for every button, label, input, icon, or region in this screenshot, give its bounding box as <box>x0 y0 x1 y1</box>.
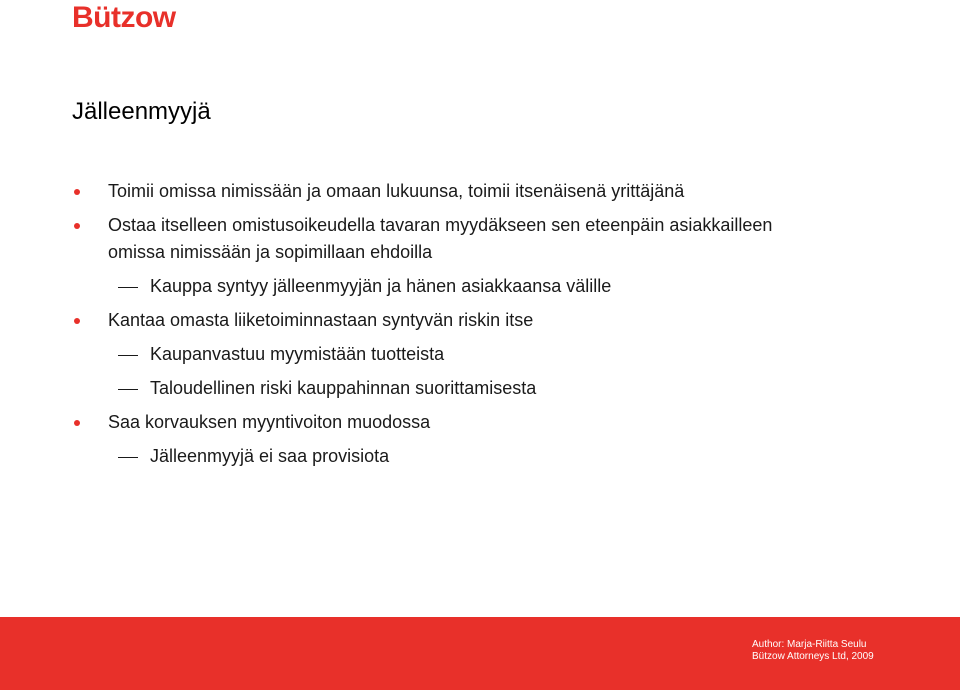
sub-bullet-item <box>72 341 872 368</box>
sub-bullet-text: Taloudellinen riski kauppahinnan suorittamisesta <box>150 378 537 398</box>
company-logo: Bützow <box>72 1 176 34</box>
sub-bullet-item <box>72 375 872 402</box>
bullet-dot-icon <box>74 318 80 324</box>
bullet-dot-icon <box>74 223 80 229</box>
footer-author: Author: Marja-Riitta Seulu <box>752 639 867 650</box>
sub-bullet-item <box>72 273 872 300</box>
bullet-text: Toimii omissa nimissään ja omaan lukuunsa, toimii itsenäisenä yrittäjänä <box>108 181 685 201</box>
bullet-item <box>72 307 872 334</box>
bullet-text: Kantaa omasta liiketoiminnastaan syntyvän riskin itse <box>108 310 534 330</box>
bullet-dot-icon <box>74 420 80 426</box>
footer-company: Bützow Attorneys Ltd, 2009 <box>752 651 874 662</box>
sub-bullet-item <box>72 443 872 470</box>
bullet-item <box>72 212 828 266</box>
slide-title: Jälleenmyyjä <box>72 98 211 125</box>
dash-icon <box>118 355 138 356</box>
sub-bullet-text: Jälleenmyyjä ei saa provisiota <box>150 446 390 466</box>
bullet-text: Saa korvauksen myyntivoiton muodossa <box>108 412 431 432</box>
footer-bar <box>0 617 960 690</box>
footer-credits <box>752 639 874 663</box>
bullet-item <box>72 178 872 205</box>
sub-bullet-text: Kauppa syntyy jälleenmyyjän ja hänen asiakkaansa välille <box>150 276 612 296</box>
dash-icon <box>118 457 138 458</box>
dash-icon <box>118 389 138 390</box>
bullet-dot-icon <box>74 189 80 195</box>
bullet-text: Ostaa itselleen omistusoikeudella tavaran myydäkseen sen eteenpäin asiakkailleen omissa nimissään ja sopimillaan ehdoilla <box>108 215 773 262</box>
bullet-item <box>72 409 872 436</box>
sub-bullet-text: Kaupanvastuu myymistään tuotteista <box>150 344 445 364</box>
slide-content <box>72 178 872 477</box>
dash-icon <box>118 287 138 288</box>
